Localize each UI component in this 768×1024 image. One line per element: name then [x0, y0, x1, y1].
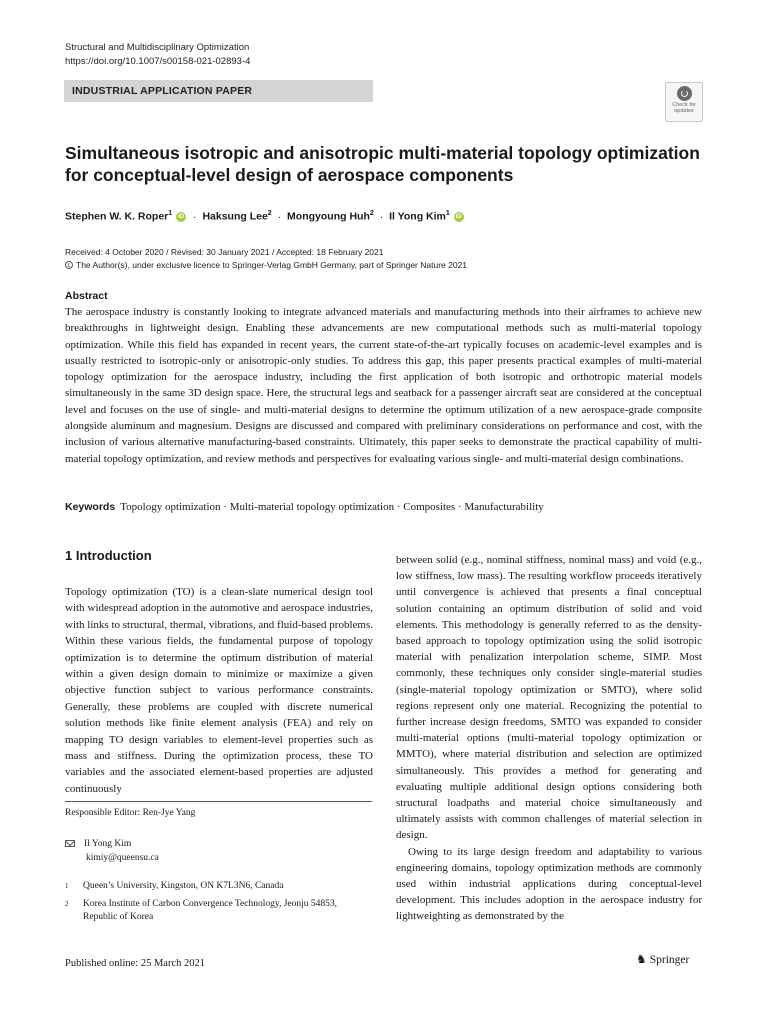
abstract-text: The aerospace industry is constantly looking to integrate advanced materials and manufacturing methods into their airframes to achieve new breakthroughs in lightweight design. Enabling these advancements are new computational methods such as multi-material topology optimization. While this field has expanded in recent years, the current state-of-the-art typically focuses on academic-level examples and is usually restricted to isotropic-only or anisotropic-only studies. To address this gap, this paper presents practical examples of multi-material topology optimization for the aerospace industry, including the first application of both isotropic and orthotropic material models simultaneously in the same 3D design space. Here, the structural legs and seatback for a passenger aircraft seat are considered at the conceptual level and focuses on the use of single- and multi-material designs to determine the optimum utilization of a new aerospace-grade composite alongside aluminum and magnesium. Designs are discussed and compared with preliminary considerations on performance and cost, with the inclusion of various alternative manufacturing-based constraints. Ultimately, this paper seeks to demonstrate the practical capability of multi-material topology optimization, and review methods and perspectives for evaluating various single- and multi-material design combinations.: [65, 306, 702, 465]
check-updates-line2: updates: [674, 108, 694, 114]
orcid-icon[interactable]: iD: [455, 213, 462, 220]
affiliation-2: [65, 898, 375, 924]
intro-paragraph-2: Owing to its large design freedom and adaptability to various engineering domains, topology optimization methods are commonly used within industrial applications during conceptual-level development. This includes adoption in the aerospace industry for lightweighting as demonstrated by the: [396, 845, 702, 923]
intro-left-column: Topology optimization (TO) is a clean-slate numerical design tool with widespread adoption in the automotive and aerospace industries, with links to structural, thermal, vibrations, and fluid-based problems. Within these various fields, the fundamental purpose of topology optimization is to determine the optimum distribution of material within a given design domain to minimize or maximize a given objective function subject to various performance constraints. Generally, these problems are coupled with discrete numerical solution methods like finite element analysis (FEA) and rely on mapping TO design variables to element-level properties such as mass and stiffness. During the optimization process, these TO variables and the associated element-based properties are adjusted continuously: [65, 586, 373, 795]
published-online: Published online: 25 March 2021: [65, 958, 205, 969]
check-updates-icon: [677, 86, 692, 101]
article-type-banner: INDUSTRIAL APPLICATION PAPER: [64, 80, 373, 102]
intro-right-column: [396, 552, 702, 925]
publisher-logo: [636, 952, 689, 967]
affiliation-1: [65, 880, 375, 893]
journal-header: [65, 41, 250, 69]
contact-name: Il Yong Kim: [84, 839, 132, 849]
publisher-name: Springer: [649, 954, 690, 966]
author-separator: ·: [193, 210, 197, 223]
copyright-text: The Author(s), under exclusive licence to Springer-Verlag GmbH Germany, part of Springer Nature 2021: [76, 259, 468, 270]
responsible-editor: Responsible Editor: Ren-Jye Yang: [65, 808, 196, 818]
author-name: Mongyoung Huh: [287, 210, 370, 223]
affiliation-number: 1: [65, 882, 69, 890]
author-affiliation-mark: 1: [445, 210, 450, 217]
keywords-line: [65, 500, 702, 515]
springer-horse-icon: ♞: [636, 952, 647, 966]
keywords-list: Topology optimization · Multi-material topology optimization · Composites · Manufacturability: [120, 501, 544, 513]
author-affiliation-mark: 2: [369, 210, 374, 217]
affiliation-text: Korea Institute of Carbon Convergence Technology, Jeonju 54853, Republic of Korea: [83, 899, 338, 922]
author-affiliation-mark: 1: [168, 210, 173, 217]
doi-link[interactable]: https://doi.org/10.1007/s00158-021-02893-4: [65, 56, 251, 67]
section-heading: 1 Introduction: [65, 548, 152, 563]
corresponding-author: [65, 838, 159, 865]
footnote-divider: [65, 801, 372, 802]
journal-name: Structural and Multidisciplinary Optimization: [65, 42, 250, 53]
contact-email[interactable]: kimiy@queensu.ca: [86, 852, 159, 863]
author-name: Haksung Lee: [202, 210, 268, 223]
copyright-line: [65, 259, 467, 272]
author-name: Il Yong Kim: [389, 210, 446, 223]
keywords-heading: Keywords: [65, 501, 116, 513]
intro-paragraph-continued: between solid (e.g., nominal stiffness, nominal mass) and void (e.g., low stiffness, low mass). The resulting workflow proceeds iteratively until convergence is achieved that presents a final conceptual solution containing an optimum distribution of solid and void elements. This methodology is generally referred to as the density-based approach to topology optimization using the solid isotropic material with penalization interpolation scheme, SIMP. Most commonly, these techniques only consider single-material studies (single-material topology optimization or SMTO), where solid regions represent only one material. Recognizing the potential to further increase design freedoms, SMTO was expanded to consider multi-material options (multi-material topology optimization or MMTO), where material distribution and selection are optimized simultaneously. This provides a method for generating and evaluating multiple additional design options considering both structural loadpaths and material choice simultaneously and ultimately assists with common challenges of material selection in design.: [396, 554, 702, 842]
author-name: Stephen W. K. Roper: [65, 210, 169, 223]
copyright-icon: c: [65, 261, 73, 269]
author-separator: ·: [277, 210, 282, 223]
article-history: [65, 246, 467, 271]
affiliation-text: Queen’s University, Kingston, ON K7L3N6, Canada: [83, 881, 284, 891]
check-updates-line1: Check for: [672, 102, 696, 108]
author-list: [65, 206, 465, 225]
received-revised-accepted: Received: 4 October 2020 / Revised: 30 January 2021 / Accepted: 18 February 2021: [65, 247, 384, 257]
check-for-updates-badge[interactable]: [665, 82, 703, 122]
orcid-icon[interactable]: iD: [178, 213, 185, 220]
abstract-heading: Abstract: [65, 290, 108, 302]
paper-title: Simultaneous isotropic and anisotropic multi-material topology optimization for conceptual-level design of aerospace components: [65, 143, 700, 185]
author-separator: ·: [379, 210, 384, 223]
author-affiliation-mark: 2: [267, 210, 272, 217]
affiliation-number: 2: [65, 900, 69, 908]
envelope-icon: [65, 840, 75, 847]
